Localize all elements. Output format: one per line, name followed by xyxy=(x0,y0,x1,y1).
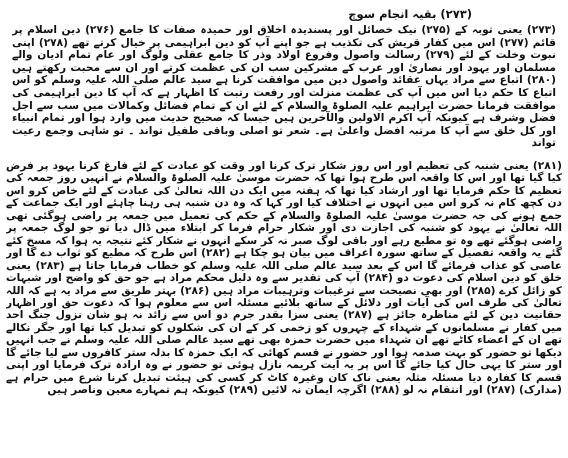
commentary-paragraph-2: (۲۸۱) یعنی شنبہ کی تعظیم اور اس روز شکار ترک کرنا اور وقت کو عبادت کے لئے فارغ کرنا یہود پر فرض کیا گیا تھا اور اس کا واقعہ اس طرح ہوا تھا کہ حضرت موسیٰ علیہ الصلوۃ والسلام نے انہیں روز جمعہ کی تعظیم کا حکم فرمایا تھا اور ارشاد کیا تھا کہ ہفتہ میں ایک دن اللہ تعالیٰ کی عبادت کے لئے خاص کرو اس دن کچھ کام نہ کرو اس میں انہوں نے اختلاف کیا اور کہا کہ وہ دن شنبہ ہی رہنا چاہئے اور ایک جماعت کے جمع ہونے کی جہ حضرت موسیٰ علیہ الصلوۃ والسلام کے حکم کی تعمیل میں جمعہ پر راضی ہوگئی تھی اللہ تعالیٰ نے یہود کو شنبہ کی اجازت دی اور شکار حرام فرما کر ابتلاء میں ڈال دیا تو جو لوگ جمعہ پر راضی ہوگئے تھے وہ تو مطیع رہے اور باقی لوگ صبر نہ کر سکے انہوں نے شکار کئے نتیجہ یہ ہوا کہ مسخ کئے گئے یہ واقعہ تفصیل کے ساتھ سورہ اعراف میں بیان ہو چکا ہے (۲۸۲) اس طرح کہ مطیع کو ثواب دے گا اور عاصی کو عذاب فرمائے گا اس کے بعد سید عالم صلی اللہ علیہ وسلم کو خطاب فرمایا جاتا ہے (۲۸۳) یعنی خلق کو دین اسلام کی دعوت دو (۲۸۴) آپ کی تقدیر سے وہ دلیل محکم مراد ہے جو حق کو واضح اور شبہات کو زائل کرے (۲۸۵) اور بھی نصیحت سے ترغیبات وترہیبات مراد ہیں (۲۸۶) بہتر طریق سے مراد یہ ہے کہ اللہ تعالیٰ کی طرف اس کی آیات اور دلائل کے ساتھ بلائیے مسئلہ اس سے معلوم ہوا کہ دعوت حق اور اظہار حقانیت دین کے لئے مناظرہ جائز ہے (۲۸۷) یعنی سزا بقدر جرم دو اس سے زائد نہ ہو شان نزول جنگ احد میں کفار نے مسلمانوں کے شہداء کے چہروں کو زخمی کر کے ان کی شکلوں کو تبدیل کیا تھا اور جگر نکالے تھے ان کے اعضاء کاٹے تھے ان شہداء میں حضرت حمزہ بھی تھے سید عالم صلی اللہ علیہ وسلم نے جب انہیں دیکھا تو حضور کو بہت صدمہ ہوا اور حضور نے قسم کھائی کہ ایک حمزہ کا بدلہ ستر کافروں سے لیا جائے گا اور ستر کا یہی حال کیا جائے گا اس پر یہ آیت کریمہ نازل ہوئی تو حضور نے وہ ارادہ ترک فرمایا اور اپنی قسم کا کفارہ دیا مسئلہ مثلہ یعنی ناک کان وغیرہ کاٹ کر کسی کی ہیئت تبدیل کرنا شرع میں حرام ہے (مدارک) (۲۸۷) اور انتقام نہ لو (۲۸۸) اگرچہ ایمان نہ لائیں (۲۸۹) کیونکہ ہم تمہارے معین وناصر ہیں xyxy=(6,160,562,397)
section-heading: (۲۷۳) بقیہ انجام سوچ xyxy=(348,7,472,21)
commentary-paragraph-1: (۲۷۳) یعنی توبہ کے (۲۷۵) نیک خصائل اور پسندیدہ اخلاق اور حمیدہ صفات کا جامع (۲۷۶) دین اسلام پر قائم (۲۷۷) اس میں کفار قریش کی تکذیب ہے جو اپنے آپ کو دین ابراہیمی پر خیال کرتے تھے (۲۷۸) اپنی نبوت وخلت کے لئے (۲۷۹) رسالت واصول وفروع اولاد وذر کا جامع عقلی ولوگ اور عام تمام ادیان والے مسلمان اور یہود اور نصاریٰ اور عرب کے مشرکین سب ان کی عظمت کرتے اور ان سے محبت رکھتے ہیں (۲۸۰) اتباع سے مراد یہاں عقائد واصول دین میں موافقت کرنا ہے سید عالم صلی اللہ علیہ وسلم کو اس اتباع کا حکم دیا اس میں آپ کی عظمت منزلت اور رفعت رتبت کا اظہار ہے کہ آپ کا دین ابراہیمی کی موافقت فرمانا حضرت ابراہیم علیہ الصلوۃ والسلام کے لئے ان کے تمام فضائل وکمالات میں سب سے اجل فضل وشرف ہے کیونکہ آپ اکرم الاولین والآخرین ہیں جیسا کہ صحیح حدیث میں وارد ہوا اور تمام انبیاء اور کل خلق سے آپ کا مرتبہ افضل واعلیٰ ہے۔ شعر تو اصلی وباقی طفیل تواند ۔ تو شاہی وجمع رعیت تواند xyxy=(12,24,556,150)
